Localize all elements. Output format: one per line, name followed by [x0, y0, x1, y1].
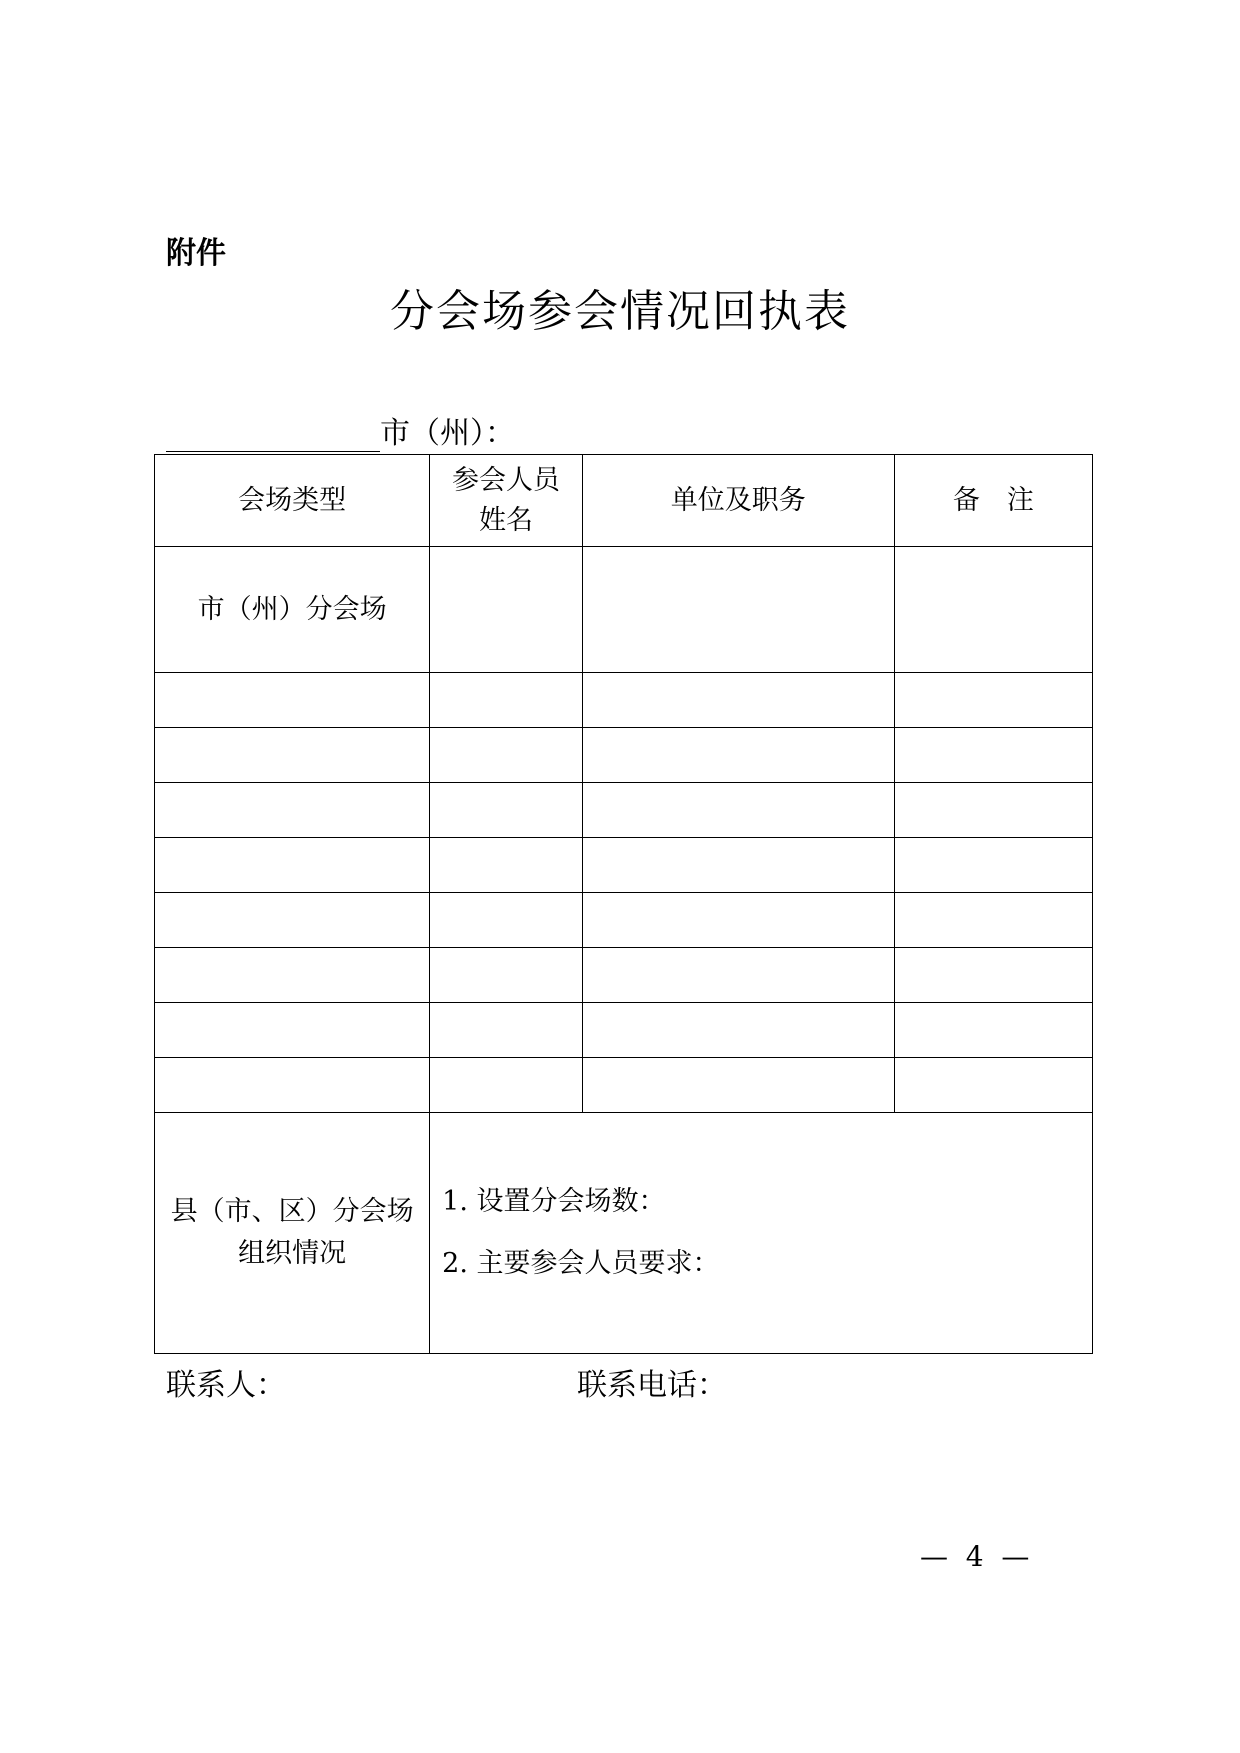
page-number: — 4 — — [920, 1540, 1030, 1573]
header-venue-type: 会场类型 — [155, 455, 430, 547]
table-row — [155, 1003, 1093, 1058]
county-venue-label-line1: 县（市、区）分会场 — [170, 1196, 414, 1227]
table-cell[interactable] — [582, 838, 894, 893]
table-cell[interactable] — [430, 783, 583, 838]
county-requirements-cell[interactable] — [430, 1113, 1093, 1354]
table-cell[interactable] — [155, 673, 430, 728]
table-cell[interactable] — [155, 838, 430, 893]
table-cell[interactable] — [894, 948, 1092, 1003]
city-venue-row — [155, 547, 1093, 673]
table-cell[interactable] — [894, 673, 1092, 728]
county-venue-row — [155, 1113, 1093, 1354]
table-cell[interactable] — [894, 893, 1092, 948]
header-remarks: 备 注 — [894, 455, 1092, 547]
table-cell[interactable] — [582, 547, 894, 673]
table-cell[interactable] — [155, 948, 430, 1003]
table-cell[interactable] — [894, 783, 1092, 838]
table-cell[interactable] — [894, 547, 1092, 673]
table-row — [155, 783, 1093, 838]
table-row — [155, 728, 1093, 783]
city-blank-field[interactable] — [166, 417, 380, 452]
table-cell[interactable] — [582, 783, 894, 838]
city-suffix-label: 市（州）： — [380, 416, 515, 451]
table-cell[interactable] — [155, 893, 430, 948]
table-cell[interactable] — [155, 783, 430, 838]
table-cell[interactable] — [582, 1003, 894, 1058]
table-cell[interactable] — [430, 728, 583, 783]
header-attendee-name — [430, 455, 583, 547]
table-row — [155, 1058, 1093, 1113]
venue-count-item: 1. 设置分会场数： — [442, 1186, 666, 1217]
table-cell[interactable] — [894, 728, 1092, 783]
table-cell[interactable] — [430, 838, 583, 893]
attachment-label: 附件 — [166, 236, 226, 271]
attendee-requirements-item: 2. 主要参会人员要求： — [442, 1248, 720, 1279]
table-row — [155, 948, 1093, 1003]
header-attendee-name-line2: 姓名 — [478, 504, 533, 536]
table-cell[interactable] — [430, 547, 583, 673]
contact-person-label: 联系人： — [166, 1368, 286, 1403]
table-cell[interactable] — [582, 728, 894, 783]
county-venue-label — [155, 1113, 430, 1354]
table-row — [155, 673, 1093, 728]
table-cell[interactable] — [894, 838, 1092, 893]
receipt-table — [154, 454, 1093, 1354]
table-cell[interactable] — [582, 893, 894, 948]
county-venue-label-line2: 组织情况 — [238, 1238, 347, 1269]
table-cell[interactable] — [430, 948, 583, 1003]
contact-phone-label: 联系电话： — [577, 1368, 727, 1403]
table-row — [155, 838, 1093, 893]
table-cell[interactable] — [894, 1003, 1092, 1058]
table-cell[interactable] — [894, 1058, 1092, 1113]
table-cell[interactable] — [155, 1003, 430, 1058]
city-line — [166, 412, 515, 452]
table-cell[interactable] — [582, 948, 894, 1003]
table-cell[interactable] — [582, 673, 894, 728]
city-venue-label: 市（州）分会场 — [155, 547, 430, 673]
header-attendee-name-line1: 参会人员 — [451, 464, 560, 496]
table-cell[interactable] — [430, 1058, 583, 1113]
header-row — [155, 455, 1093, 547]
table-cell[interactable] — [430, 673, 583, 728]
table-row — [155, 893, 1093, 948]
table-cell[interactable] — [155, 1058, 430, 1113]
table-cell[interactable] — [430, 893, 583, 948]
table-cell[interactable] — [155, 728, 430, 783]
table-cell[interactable] — [582, 1058, 894, 1113]
header-unit-position: 单位及职务 — [582, 455, 894, 547]
table-cell[interactable] — [430, 1003, 583, 1058]
form-title: 分会场参会情况回执表 — [390, 286, 850, 337]
